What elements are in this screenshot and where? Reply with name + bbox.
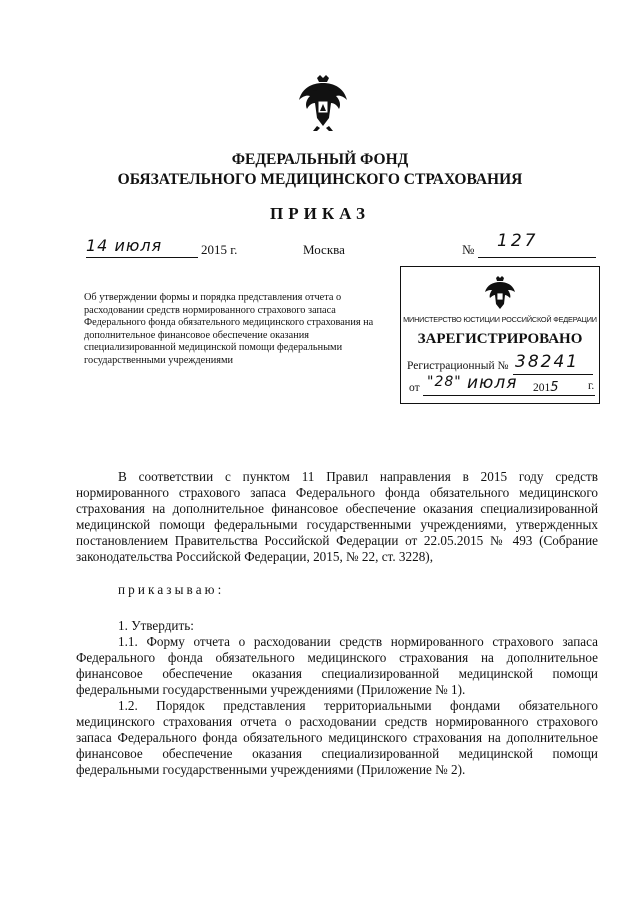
order-city: Москва [303,242,345,257]
stamp-date-suffix: г. [588,380,595,392]
order-directive: приказываю: [118,582,225,597]
stamp-ministry: МИНИСТЕРСТВО ЮСТИЦИИ РОССИЙСКОЙ ФЕДЕРАЦИИ [403,315,597,324]
item-1-1: 1.1. Форму отчета о расходовании средств нормированного страхового запаса Федерального фонда обязательного медицинского страхования на дополнительное финансовое обеспечение оказания специализированной медицинской помощи федеральными государственными учреждениями (Приложение № 1). [76,634,598,697]
document-type-title: ПРИКАЗ [270,204,370,223]
order-subject: Об утверждении формы и порядка представления отчета о расходовании средств нормированного страхового запаса Федерального фонда обязательного медицинского страхования на дополнительное финансовое обеспечение оказания специализированной медицинской помощи федеральными государственными учреждениями [84,292,374,366]
stamp-registered-label: ЗАРЕГИСТРИРОВАНО [417,331,583,347]
preamble-paragraph: В соответствии с пунктом 11 Правил направления в 2015 году средств нормированного страхового запаса Федерального фонда обязательного медицинского страхования на дополнительное финансовое обеспечение оказания специализированной медицинской помощи федеральными государственными учреждениями, утвержденных постановлением Правительства Российской Федерации от 22.05.2015 № 493 (Собрание законодательства Российской Федерации, 2015, № 22, ст. 3228), [76,469,598,564]
item-1: 1. Утвердить: [118,618,194,633]
stamp-date-day: "28" [427,374,462,390]
order-year: 2015 г. [201,242,238,257]
number-label: № [462,242,475,257]
stamp-date-year-printed: 201 [533,382,551,394]
handwritten-date: 14 июля [86,236,163,255]
handwritten-order-number: 127 [497,231,539,251]
stamp-coat-of-arms-icon [485,276,515,312]
stamp-reg-number: 38241 [515,352,580,372]
stamp-date-month: июля [467,373,518,393]
org-name-line2: ОБЯЗАТЕЛЬНОГО МЕДИЦИНСКОГО СТРАХОВАНИЯ [117,171,523,188]
org-name-line1: ФЕДЕРАЛЬНЫЙ ФОНД [231,151,409,168]
item-1-2: 1.2. Порядок представления территориальными фондами обязательного медицинского страхования отчета о расходовании средств нормированного страхового запаса Федерального фонда обязательного медицинского страхования на дополнительное финансовое обеспечение оказания специализированной медицинской помощи федеральными государственными учреждениями (Приложение № 2). [76,698,598,777]
stamp-date-prefix: от [409,382,420,394]
stamp-date-year [533,380,560,395]
stamp-reg-number-label: Регистрационный № [407,360,509,372]
registration-stamp [400,266,600,404]
coat-of-arms-icon [298,74,348,132]
stamp-date-year-handwritten: 5 [550,380,560,395]
